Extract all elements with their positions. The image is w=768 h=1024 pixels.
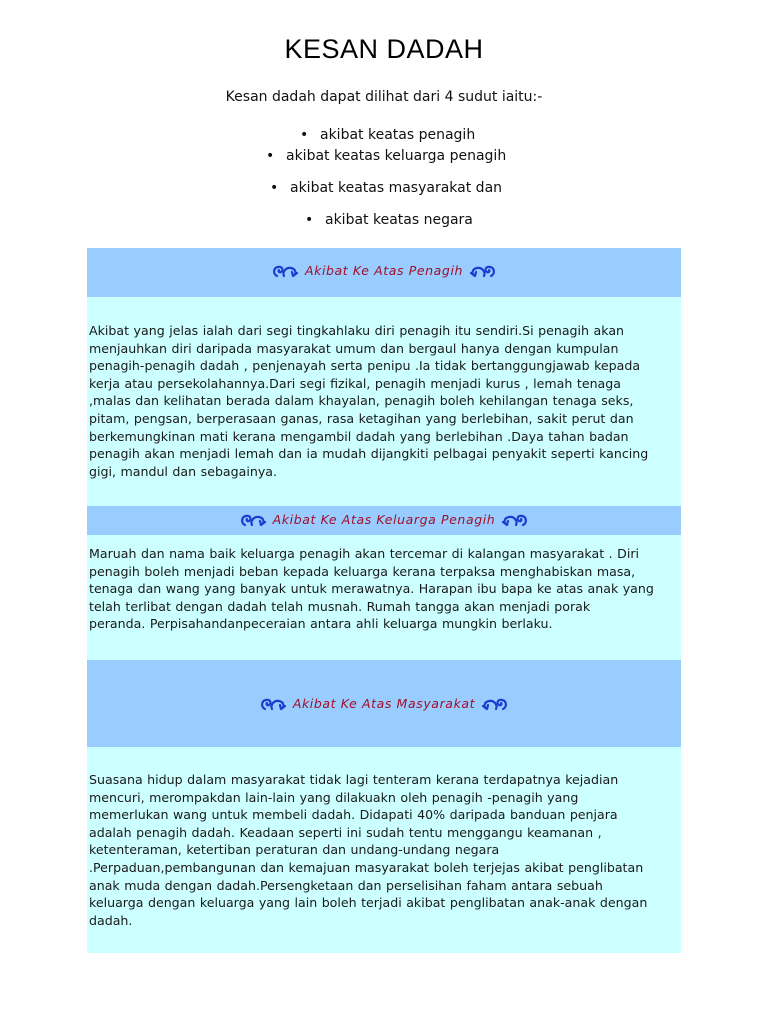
section-header-penagih (87, 248, 681, 297)
list-item-text: akibat keatas penagih (320, 127, 476, 143)
list-item: • akibat keatas keluarga penagih (266, 148, 507, 164)
section-heading: Akibat Ke Atas Penagih (304, 263, 464, 278)
swirl-left-arrow-icon (468, 264, 496, 280)
list-item: • akibat keatas negara (305, 212, 473, 228)
swirl-left-arrow-icon (500, 513, 528, 529)
section-heading: Akibat Ke Atas Masyarakat (292, 696, 476, 711)
list-item-text: akibat keatas masyarakat dan (290, 180, 503, 196)
section-paragraph-masyarakat: Suasana hidup dalam masyarakat tidak lagi tenteram kerana terdapatnya kejadian mencuri, merompakdan lain-lain yang dilakuakn oleh penagih -penagih yang memerlukan wang untuk membeli dadah. Didapati 40% daripada banduan penjara adalah penagih dadah. Keadaan seperti ini sudah tentu menggangu keamanan , ketenteraman, ketertiban peraturan dan undang-undang negara .Perpaduan,pembangunan dan kemajuan masyarakat boleh terjejas akibat penglibatan anak muda dengan dadah.Persengketaan dan perselisihan faham antara sebuah keluarga dengan keluarga yang lain boleh terjadi akibat penglibatan anak-anak dengan dadah. (89, 772, 648, 928)
swirl-right-arrow-icon (260, 697, 288, 713)
list-item: • akibat keatas masyarakat dan (270, 180, 503, 196)
page-title: KESAN DADAH (284, 34, 484, 64)
swirl-left-arrow-icon (480, 697, 508, 713)
section-paragraph-penagih: Akibat yang jelas ialah dari segi tingkahlaku diri penagih itu sendiri.Si penagih akan menjauhkan diri daripada masyarakat umum dan bergaul hanya dengan kumpulan penagih-penagih dadah , penjenayah serta penipu .Ia tidak bertanggungjawab kepada kerja atau persekolahannya.Dari segi fizikal, penagih menjadi kurus , lemah tenaga ,malas dan kelihatan berada dalam khayalan, penagih boleh kehilangan tenaga seks, pitam, pengsan, berperasaan ganas, rasa ketagihan yang berlebihan, sakit perut dan berkemungkinan mati kerana mengambil dadah yang berlebihan .Daya tahan badan penagih akan menjadi lemah dan ia mudah dijangkiti pelbagai penyakit seperti kancing gigi, mandul dan sebagainya. (89, 323, 649, 479)
section-header-masyarakat (87, 660, 681, 747)
list-item-text: akibat keatas keluarga penagih (286, 148, 507, 164)
swirl-right-arrow-icon (240, 513, 268, 529)
swirl-right-arrow-icon (272, 264, 300, 280)
section-header-keluarga (87, 506, 681, 535)
list-item: • akibat keatas penagih (300, 127, 476, 143)
section-heading: Akibat Ke Atas Keluarga Penagih (272, 512, 496, 527)
intro-text: Kesan dadah dapat dilihat dari 4 sudut iaitu:- (225, 89, 543, 105)
list-item-text: akibat keatas negara (325, 212, 473, 228)
section-paragraph-keluarga: Maruah dan nama baik keluarga penagih akan tercemar di kalangan masyarakat . Diri penagih boleh menjadi beban kepada keluarga kerana terpaksa menghabiskan masa, tenaga dan wang yang banyak untuk merawatnya. Harapan ibu bapa ke atas anak yang telah terlibat dengan dadah telah musnah. Rumah tangga akan menjadi porak peranda. Perpisahandanpeceraian antara ahli keluarga mungkin berlaku. (89, 546, 654, 632)
